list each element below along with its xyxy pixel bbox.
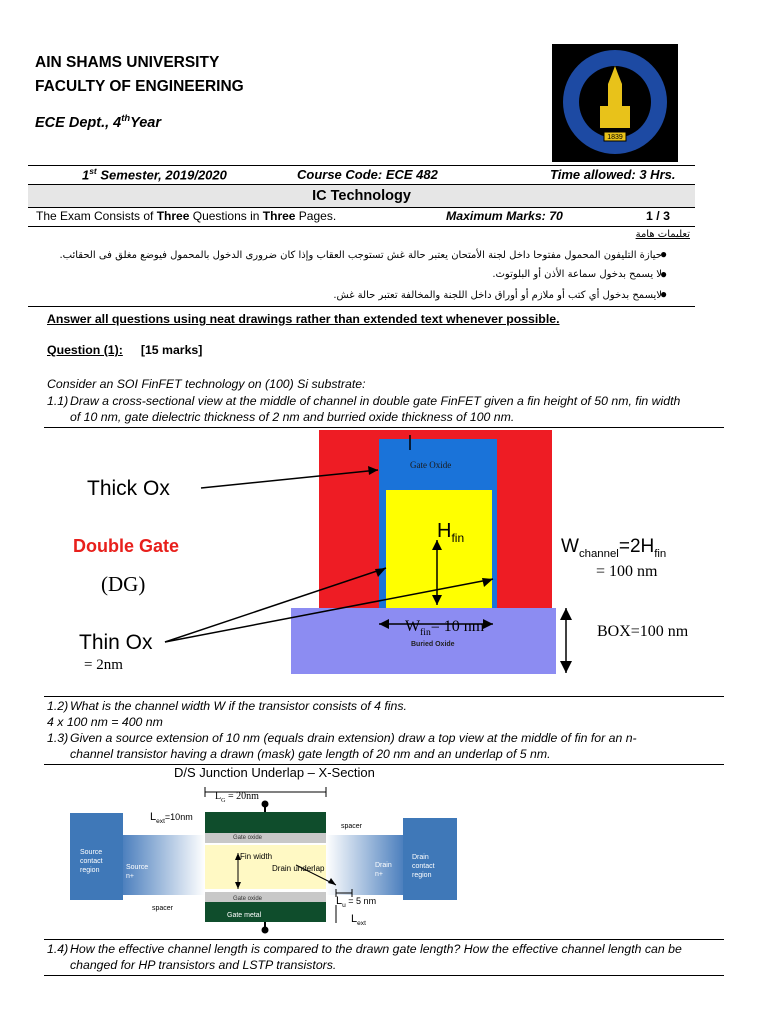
label-box: BOX=100 nm bbox=[597, 623, 689, 640]
divider bbox=[44, 975, 724, 976]
max-marks: Maximum Marks: 70 bbox=[446, 209, 563, 223]
question-1-header: Question (1): [15 marks] bbox=[47, 343, 203, 357]
label-double-gate: Double Gate bbox=[73, 536, 180, 556]
divider bbox=[28, 306, 695, 307]
q1-1-line2: of 10 nm, gate dielectric thickness of 2 nm and burried oxide thickness of 100 nm. bbox=[70, 410, 515, 424]
label-lext-2: $L_{ext}$ bbox=[351, 913, 366, 928]
divider bbox=[44, 939, 724, 940]
q1-2-answer: 4 x 100 nm = 400 nm bbox=[47, 715, 163, 729]
faculty-name: FACULTY OF ENGINEERING bbox=[35, 78, 244, 95]
label-drain-n: Drain n+ bbox=[375, 862, 392, 878]
q1-4-line1: How the effective channel length is compared to the drawn gate length? How the effective channel length can be bbox=[70, 942, 682, 956]
course-title: IC Technology bbox=[312, 188, 411, 204]
q1-4-line2: changed for HP transistors and LSTP transistors. bbox=[70, 958, 337, 972]
figure-finfet-cross-section bbox=[0, 428, 768, 696]
department-line: ECE Dept., 4thYear bbox=[35, 112, 162, 131]
bullet-icon: ● bbox=[660, 267, 668, 281]
label-source-n: Source n+ bbox=[126, 864, 149, 880]
label-wfin: $W_{fin}= 10$ nm bbox=[405, 618, 485, 639]
instruction-3: لايسمح بدخول أي كتب أو ملازم أو أوراق داخل اللجنة والمخالفة تعتبر حالة غش. bbox=[333, 290, 662, 301]
gate-metal-bottom bbox=[205, 902, 326, 922]
exam-consists: The Exam Consists of Three Questions in Three Pages. bbox=[36, 209, 337, 223]
label-fin-width: Fin width bbox=[240, 852, 273, 861]
label-spacer-bottom: spacer bbox=[152, 905, 174, 912]
logo-seal-icon bbox=[552, 44, 678, 162]
q1-4-num: 1.4) bbox=[47, 942, 69, 956]
divider bbox=[28, 207, 695, 208]
time-allowed: Time allowed: 3 Hrs. bbox=[550, 167, 676, 182]
gate-oxide-bottom bbox=[205, 892, 326, 902]
question-intro: Consider an SOI FinFET technology on (100) Si substrate: bbox=[47, 377, 366, 391]
q1-2-num: 1.2) bbox=[47, 699, 69, 713]
course-title-band bbox=[28, 185, 695, 207]
page-number: 1 / 3 bbox=[646, 209, 670, 223]
label-source-contact: Source contact region bbox=[80, 849, 103, 874]
university-logo bbox=[552, 44, 678, 162]
bullet-icon: ● bbox=[660, 287, 668, 301]
q1-3-line1: Given a source extension of 10 nm (equals drain extension) draw a top view at the middle of fin for an n- bbox=[70, 731, 637, 745]
label-gate-oxide: Gate Oxide bbox=[410, 460, 452, 470]
label-hfin: $H_{fin}$ bbox=[437, 520, 465, 545]
label-thin-ox-value: = 2nm bbox=[84, 657, 123, 673]
gate-oxide-top bbox=[205, 833, 326, 843]
q1-1-line1: Draw a cross-sectional view at the middle of channel in double gate FinFET given a fin height of 50 nm, fin width bbox=[70, 394, 681, 408]
university-name: AIN SHAMS UNIVERSITY bbox=[35, 54, 220, 71]
label-dg: (DG) bbox=[101, 572, 146, 596]
label-gate-oxide-top: Gate oxide bbox=[233, 835, 263, 841]
divider bbox=[28, 226, 695, 227]
divider bbox=[44, 696, 724, 697]
label-spacer-top: spacer bbox=[341, 823, 363, 830]
directive: Answer all questions using neat drawings rather than extended text whenever possible. bbox=[47, 312, 560, 326]
logo-year: 1839 bbox=[607, 134, 623, 141]
label-lext: $L_{ext}=10nm$ bbox=[150, 811, 193, 826]
label-thick-ox: Thick Ox bbox=[87, 477, 170, 500]
instruction-2: لا يسمح بدخول سماعة الأذن أو البلوتوث. bbox=[492, 269, 662, 280]
q1-3-line2: channel transistor having a drawn (mask) gate length of 20 nm and an underlap of 5 nm. bbox=[70, 747, 551, 761]
label-buried-oxide: Buried Oxide bbox=[411, 641, 455, 648]
figure-underlap-section bbox=[0, 765, 768, 940]
gate-metal-top bbox=[205, 812, 326, 833]
label-lu: $L_u = 5$ nm bbox=[336, 895, 377, 910]
instructions-title: تعليمات هامة bbox=[635, 229, 690, 240]
bullet-icon: ● bbox=[660, 247, 668, 261]
label-gate-metal: Gate metal bbox=[227, 912, 262, 919]
q1-2-text: What is the channel width W if the transistor consists of 4 fins. bbox=[70, 699, 407, 713]
q1-3-num: 1.3) bbox=[47, 731, 69, 745]
course-code: Course Code: ECE 482 bbox=[297, 167, 438, 182]
label-wchannel-value: = 100 nm bbox=[596, 563, 658, 580]
figure2-title: D/S Junction Underlap – X-Section bbox=[174, 765, 375, 780]
label-lg: $L_G = 20nm$ bbox=[215, 791, 259, 804]
semester: 1st Semester, 2019/2020 bbox=[82, 166, 227, 183]
label-drain-underlap: Drain underlap bbox=[272, 864, 325, 873]
instruction-1: حيازة التليفون المحمول مفتوحا داخل لجنة الأمتحان يعتبر حالة غش تستوجب العقاب وإذا كان ضرورى الدخول بالمحمول فيوضع مغلق فى الحقائب. bbox=[59, 250, 662, 261]
label-drain-contact: Drain contact region bbox=[412, 854, 435, 879]
label-thin-ox: Thin Ox bbox=[79, 631, 153, 654]
label-wchannel: $W_{channel}=2H_{fin}$ bbox=[561, 536, 667, 560]
q1-1-num: 1.1) bbox=[47, 394, 69, 408]
label-gate-oxide-bottom: Gate oxide bbox=[233, 896, 263, 902]
